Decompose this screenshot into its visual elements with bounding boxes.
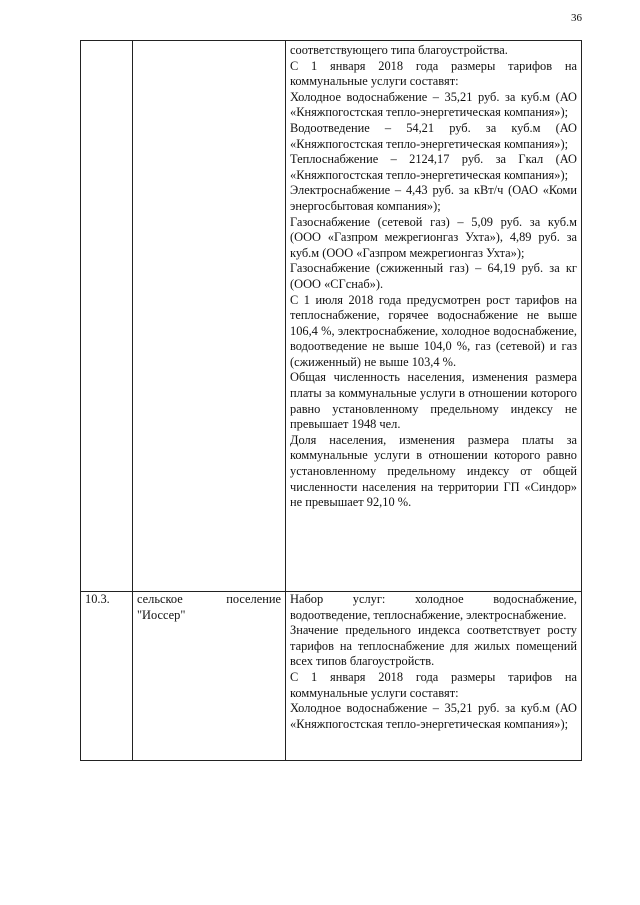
paragraph: Общая численность населения, изменения размера платы за коммунальные услуги в отношении которого равно установленному предельному индексу не превышает 1948 чел. (290, 370, 577, 432)
paragraph: С 1 января 2018 года размеры тарифов на коммунальные услуги составят: (290, 669, 577, 700)
description-cell (286, 41, 582, 592)
paragraph: С 1 января 2018 года размеры тарифов на коммунальные услуги составят: (290, 58, 577, 89)
description-cell (286, 592, 582, 761)
page-number: 36 (571, 12, 582, 24)
paragraph: Доля населения, изменения размера платы за коммунальные услуги в отношении которого равно установленному предельному индексу от общей численности населения на территории ГП «Синдор» не превышает 92,10 %. (290, 432, 577, 510)
settlement-name-cell (133, 41, 286, 592)
row-number: 10.3. (85, 592, 110, 606)
table-row (81, 592, 582, 761)
paragraph: Газоснабжение (сетевой газ) – 5,09 руб. за куб.м (ООО «Газпром межрегионгаз Ухта»), 4,89 руб. за куб.м (ООО «Газпром межрегионгаз Ухта»); (290, 214, 577, 260)
paragraph: Теплоснабжение – 2124,17 руб. за Гкал (АО «Княжпогостская тепло-энергетическая компания»); (290, 152, 577, 182)
number-cell (81, 41, 133, 592)
settlement-name: "Иоссер" (137, 607, 186, 622)
settlement-type-word: поселение (226, 592, 281, 606)
paragraph: Набор услуг: холодное водоснабжение, водоотведение, теплоснабжение, электроснабжение. (290, 592, 577, 622)
paragraph: соответствующего типа благоустройства. (290, 43, 508, 57)
paragraph: Холодное водоснабжение – 35,21 руб. за куб.м (АО «Княжпогостская тепло-энергетическая компания»); (290, 89, 577, 120)
paragraph: Холодное водоснабжение – 35,21 руб. за куб.м (АО «Княжпогостская тепло-энергетическая компания»); (290, 701, 577, 731)
table-row (81, 41, 582, 592)
tariff-table (80, 40, 582, 761)
paragraph: Газоснабжение (сжиженный газ) – 64,19 руб. за кг (ООО «СГснаб»). (290, 261, 577, 291)
paragraph: Электроснабжение – 4,43 руб. за кВт/ч (ОАО «Коми энергосбытовая компания»); (290, 183, 577, 213)
paragraph: С 1 июля 2018 года предусмотрен рост тарифов на теплоснабжение, горячее водоснабжение не выше 106,4 %, электроснабжение, холодное водоснабжение, водоотведение не выше 104,0 %, газ (сетевой) и газ (сжиженный) не выше 103,4 %. (290, 292, 577, 369)
number-cell (81, 592, 133, 761)
paragraph: Водоотведение – 54,21 руб. за куб.м (АО «Княжпогостская тепло-энергетическая компания»); (290, 120, 577, 151)
settlement-name-cell (133, 592, 286, 761)
paragraph: Значение предельного индекса соответствует росту тарифов на теплоснабжение для жилых помещений всех типов благоустройств. (290, 623, 577, 669)
settlement-type: сельское (137, 592, 183, 606)
